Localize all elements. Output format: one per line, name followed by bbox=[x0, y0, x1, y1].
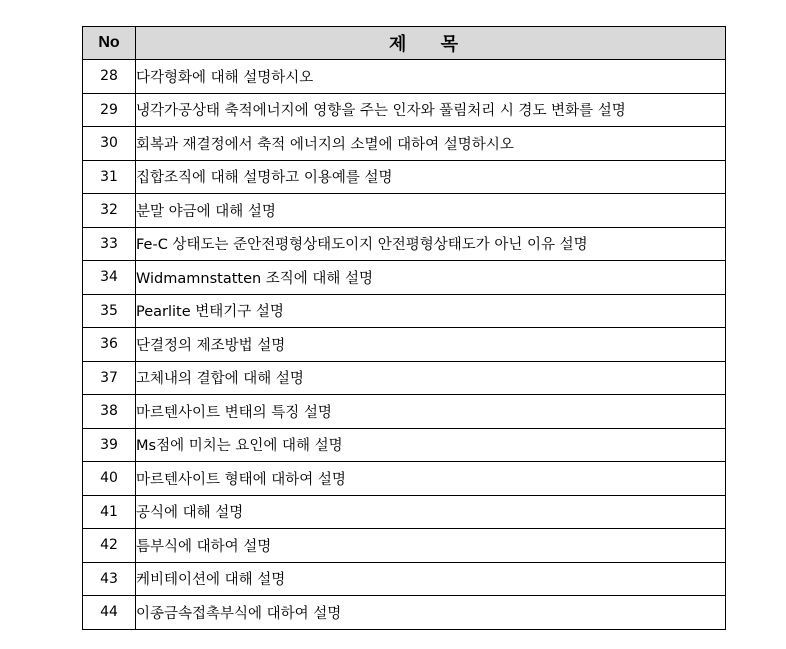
table-row bbox=[83, 395, 726, 429]
row-number: 44 bbox=[83, 596, 136, 630]
row-number: 28 bbox=[83, 60, 136, 94]
row-number: 38 bbox=[83, 395, 136, 429]
row-number: 33 bbox=[83, 227, 136, 261]
row-number: 32 bbox=[83, 194, 136, 228]
row-number: 31 bbox=[83, 160, 136, 194]
row-title: 분말 야금에 대해 설명 bbox=[136, 194, 726, 228]
row-title: 단결정의 제조방법 설명 bbox=[136, 328, 726, 362]
topic-table bbox=[82, 26, 726, 630]
row-title: 고체내의 결합에 대해 설명 bbox=[136, 361, 726, 395]
row-title: 마르텐사이트 형태에 대하여 설명 bbox=[136, 462, 726, 496]
table-row bbox=[83, 361, 726, 395]
row-title: 틈부식에 대하여 설명 bbox=[136, 529, 726, 563]
table-row bbox=[83, 294, 726, 328]
table-row bbox=[83, 428, 726, 462]
row-number: 37 bbox=[83, 361, 136, 395]
table-row bbox=[83, 93, 726, 127]
table-row bbox=[83, 495, 726, 529]
table-row bbox=[83, 562, 726, 596]
column-header-no: No bbox=[83, 27, 136, 60]
row-number: 43 bbox=[83, 562, 136, 596]
row-title: 냉각가공상태 축적에너지에 영향을 주는 인자와 풀림처리 시 경도 변화를 설명 bbox=[136, 93, 726, 127]
table-row bbox=[83, 194, 726, 228]
row-number: 42 bbox=[83, 529, 136, 563]
row-title: 이종금속접촉부식에 대하여 설명 bbox=[136, 596, 726, 630]
table-row bbox=[83, 60, 726, 94]
row-title: 케비테이션에 대해 설명 bbox=[136, 562, 726, 596]
row-number: 29 bbox=[83, 93, 136, 127]
row-title: 집합조직에 대해 설명하고 이용예를 설명 bbox=[136, 160, 726, 194]
row-number: 36 bbox=[83, 328, 136, 362]
row-title: Pearlite 변태기구 설명 bbox=[136, 294, 726, 328]
table-row bbox=[83, 529, 726, 563]
row-number: 30 bbox=[83, 127, 136, 161]
row-number: 39 bbox=[83, 428, 136, 462]
table-header-row bbox=[83, 27, 726, 60]
table-row bbox=[83, 328, 726, 362]
row-title: 회복과 재결정에서 축적 에너지의 소멸에 대하여 설명하시오 bbox=[136, 127, 726, 161]
table-row bbox=[83, 596, 726, 630]
row-title: 마르텐사이트 변태의 특징 설명 bbox=[136, 395, 726, 429]
table-row bbox=[83, 462, 726, 496]
row-title: Fe-C 상태도는 준안전평형상태도이지 안전평형상태도가 아닌 이유 설명 bbox=[136, 227, 726, 261]
table-row bbox=[83, 127, 726, 161]
row-number: 41 bbox=[83, 495, 136, 529]
column-header-title: 제 목 bbox=[136, 27, 726, 60]
table-row bbox=[83, 160, 726, 194]
row-title: Widmamnstatten 조직에 대해 설명 bbox=[136, 261, 726, 295]
table-row bbox=[83, 261, 726, 295]
table-row bbox=[83, 227, 726, 261]
row-number: 35 bbox=[83, 294, 136, 328]
row-number: 34 bbox=[83, 261, 136, 295]
row-title: 공식에 대해 설명 bbox=[136, 495, 726, 529]
row-number: 40 bbox=[83, 462, 136, 496]
row-title: 다각형화에 대해 설명하시오 bbox=[136, 60, 726, 94]
row-title: Ms점에 미치는 요인에 대해 설명 bbox=[136, 428, 726, 462]
